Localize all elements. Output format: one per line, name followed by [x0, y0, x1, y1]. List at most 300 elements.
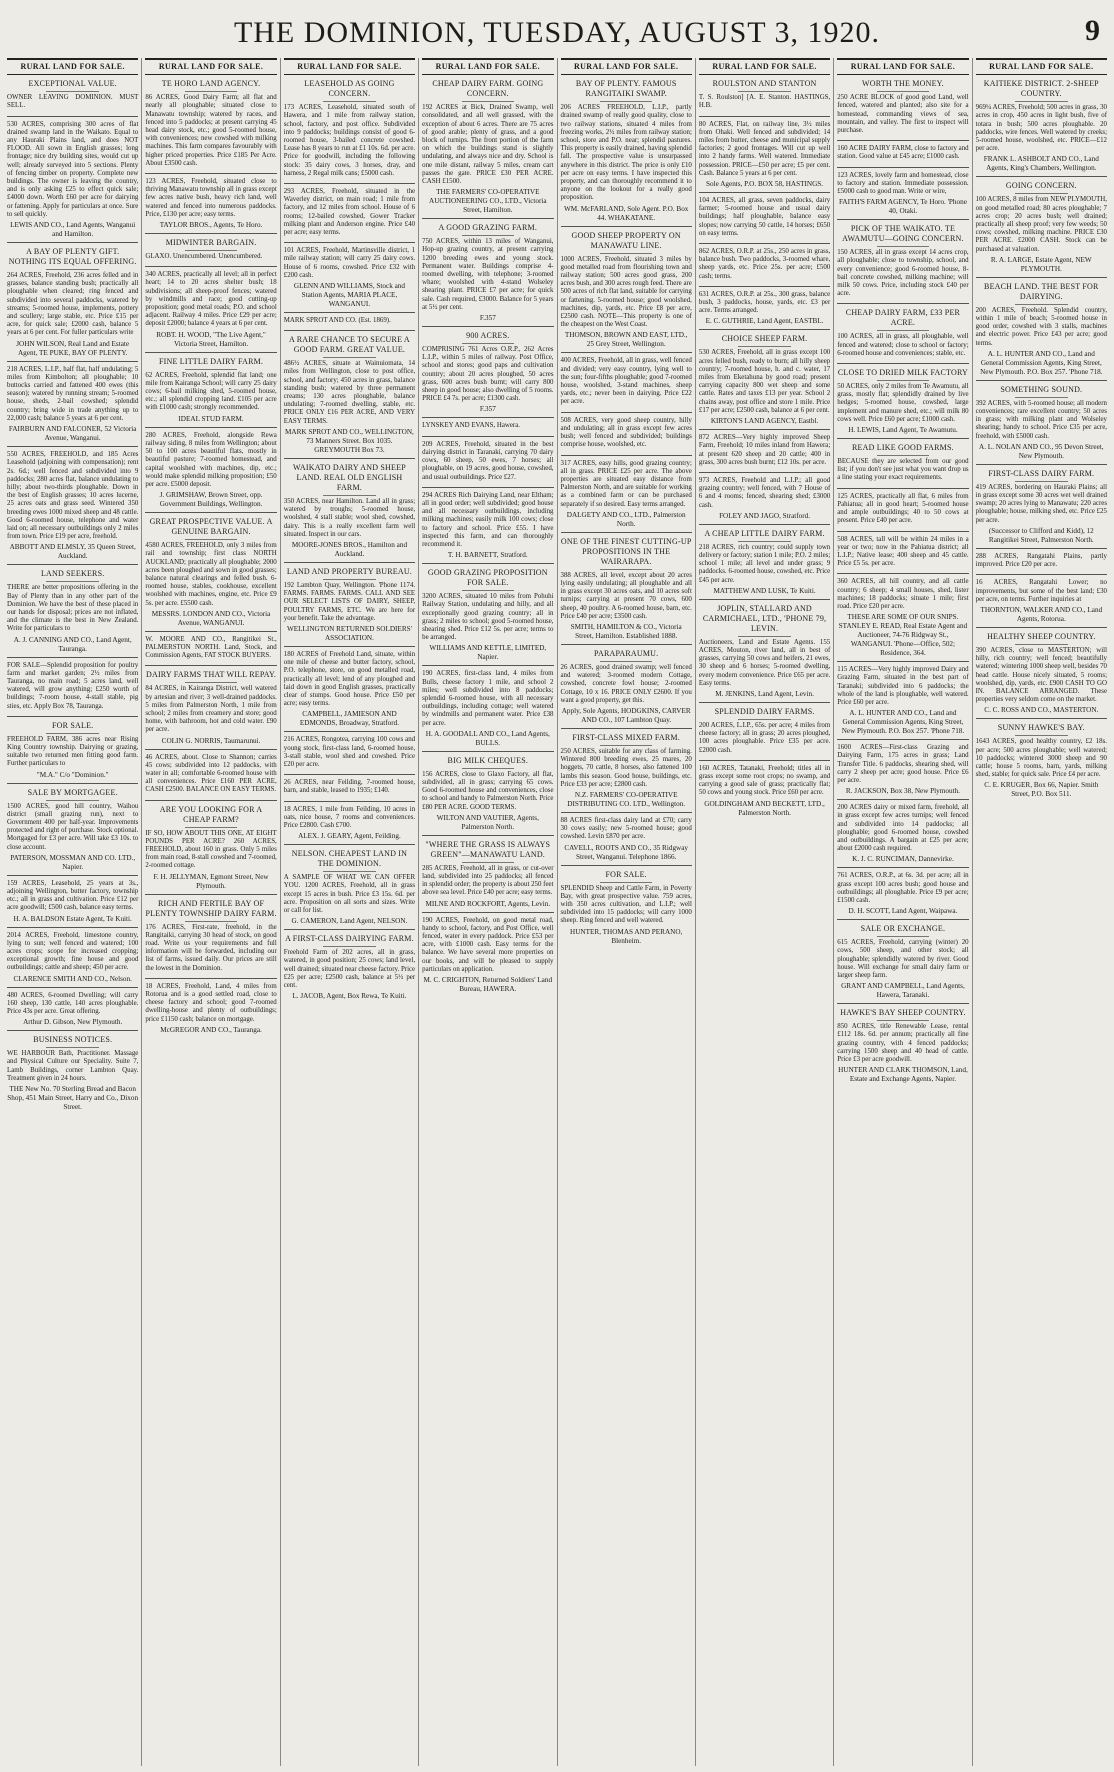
ad-divider	[877, 1020, 930, 1021]
ad-signature: THE FARMERS' CO-OPERATIVE AUCTIONEERING CO., LTD., Victoria Street, Hamilton.	[429, 188, 547, 215]
classified-ad	[837, 924, 968, 1004]
ad-body: 340 ACRES, practically all level; all in perfect heart; 14 to 20 acres shelter bush; 18 subdivisions; all sheep-proof fences; watered by windmills and race; good cutting-up proposition; good metal roads; P.O. and school adjacent. Railway 4 miles. Price £29 per acre; deposit £2000; balance 4 years at 6 per cent.	[145, 271, 277, 328]
ad-heading: FIRST-CLASS DAIRY FARM.	[988, 468, 1095, 478]
ad-divider	[600, 661, 653, 662]
ad-divider	[46, 91, 99, 92]
ad-body: 18 ACRES, 1 mile from Feilding, 10 acres in oats, nice house, 7 rooms and conveniences. Price £2800. Cash £700.	[283, 805, 416, 829]
ad-body: 88 ACRES first-class dairy land at £70; carry 30 cows easily; new 5-roomed house; good cowshed. Levin £870 per acre.	[560, 816, 692, 841]
classified-ad	[7, 1035, 138, 1115]
classified-ad	[145, 517, 276, 632]
classified-ad	[422, 670, 553, 751]
classified-ad	[699, 121, 830, 193]
ad-signature: GRANT AND CAMPBELL, Land Agents, Hawera, Taranaki.	[841, 982, 965, 1000]
classified-ad	[561, 231, 692, 354]
classified-ad	[7, 79, 138, 116]
ad-heading: ROULSTON AND STANTON	[712, 79, 817, 89]
classified-ad	[699, 477, 830, 525]
ad-divider	[185, 539, 238, 540]
column-heading: RURAL LAND FOR SALE.	[7, 58, 138, 75]
classified-ad	[7, 932, 138, 988]
ad-signature: F.357	[479, 405, 496, 414]
ad-body: 530 ACRES, Freehold, all in grass except 100 acres felled bush, ready to burn; all hilly sheep country; 7-roomed house, h. and c. water, 17 miles from Eketahuna by good road; present carrying capacity 800 wet sheep and some cattle. Rates and taxes £13 per year. School 2 chains away, post office and store 1 mile. Price £17 per acre; £2500 cash, balance at 6 per cent.	[698, 349, 831, 414]
ad-divider	[462, 101, 515, 102]
ad-body: 150 ACRES, all in grass except 14 acres crop, all ploughable; close to township, school, and every convenience; good 6-roomed house, 8-bail concrete cowshed, milking machine; will milk 50 cows. Price, including stock £40 per acre.	[837, 249, 969, 298]
classified-ad	[976, 282, 1107, 381]
classified-ad	[837, 804, 968, 868]
ad-heading: MIDWINTER BARGAIN.	[165, 238, 257, 248]
ad-divider	[185, 91, 238, 92]
ad-divider	[738, 541, 791, 542]
ad-signature: Sole Agents, P.O. BOX 58, HASTINGS.	[706, 180, 824, 189]
ad-heading: ARE YOU LOOKING FOR A CHEAP FARM?	[159, 804, 263, 824]
column-heading: RURAL LAND FOR SALE.	[284, 58, 415, 75]
classified-ad	[976, 181, 1107, 277]
classified-ad	[284, 317, 415, 331]
ad-signature: WILLIAMS AND KETTLE, LIMITED, Napier.	[429, 644, 547, 662]
ad-body: 173 ACRES, Leasehold, situated south of Hawera, and 1 mile from railway station, school, factory, and post office. Subdivided into 9 paddocks; buildings consist of good 6-roomed house, 3-bailed concrete cowshed. Lease has 8 years to run at £1 10s. 6d. per acre. Price for goodwill, including the following stock: 35 dairy cows, 3 horses, dray, and harness, 2 Regal milk cans; £5000 cash.	[283, 104, 416, 177]
ad-body: 209 ACRES, Freehold, situated in the best dairying district in Taranaki, carrying 70 dairy cows, 60 sheep, 50 ewes, 7 horses; all ploughable, on 19 acres, good house, cowshed, and usual outbuildings. Price £27.	[422, 440, 554, 481]
ad-divider	[462, 235, 515, 236]
ad-heading: BAY OF PLENTY. FAMOUS RANGITAIKI SWAMP.	[575, 79, 677, 99]
ad-heading: FOR SALE.	[605, 869, 647, 879]
ad-heading: BIG MILK CHEQUES.	[447, 755, 529, 765]
ad-heading: TE HORO LAND AGENCY.	[161, 79, 261, 89]
ad-signature: T. H. BARNETT, Stratford.	[447, 551, 528, 560]
ad-signature: A. L. NOLAN AND CO., 95 Devon Street, New Plymouth.	[979, 442, 1104, 460]
column-7	[833, 58, 971, 1766]
ad-body: 101 ACRES, Freehold, Martinsville district, 1 mile railway station; will carry 25 dairy cows. House of 6 rooms, cowshed. Price £32 with £200 cash.	[283, 247, 416, 279]
ad-body: 80 ACRES, Flat, on railway line, 3½ miles from Ohaki. Well fenced and subdivided; 14 miles from butter, cheese and municipal supply factories; 2 good frontages. Will cut up well into 2 handy farms. Well watered. Immediate possession. PRICE—£50 per acre; £5 per cent. Cash. Balance 5 years at 6 per cent.	[698, 120, 831, 177]
ad-body: GLAXO. Unencumbered. Unencumbered.	[145, 253, 263, 261]
ad-signature: THE New No. 70 Sterling Bread and Bacon Shop, 451 Main Street, Harry and Co., Dixon Street.	[7, 1085, 139, 1112]
ad-body: THERE are better propositions offering in the Bay of Plenty than in any other part of the Dominion. We have the best of these placed in our hands for disposal; prices are not inflated, and the climate is the best in New Zealand. Write for particulars to	[7, 584, 139, 633]
ad-body: 530 ACRES, comprising 300 acres of flat drained swamp land in the Waikato. Equal to any Hauraki Plains land, and does NOT FLOOD. All sown in English grasses; long frontage; nice dry building sites, would cut up well; already surveyed into 5 sections. Plenty of fencing timber on property. Complete new buildings. The owner is leaving the country, and is only asking £25 to effect quick sale; £4000 down. Worth £60 per acre for dairying or fattening. Apply for particulars at once. Sure to sell quickly.	[7, 120, 139, 218]
classified-ad	[699, 197, 830, 244]
ad-signature: WELLINGTON RETURNED SOLDIERS' ASSOCIATION.	[286, 624, 412, 642]
classified-ad	[7, 880, 138, 928]
ad-body: A SAMPLE OF WHAT WE CAN OFFER YOU. 1200 ACRES, Freehold, all in grass except 15 acres in bush. Price £3 15s. 6d. per acre. Proposition on all sorts and sizes. Write or call for list.	[283, 874, 416, 914]
ad-signature: R. JACKSON, Box 38, New Plymouth.	[845, 787, 960, 796]
ad-body: 180 ACRES of Freehold Land, situate, within one mile of cheese and butter factory, school, P.O. telephone, store, on good metalled road, practically all level; lend of any ploughed and laid down in good English grasses, practically clear of stumps. Good house. Price £50 per acre; easy terms.	[283, 650, 416, 708]
classified-ad	[284, 849, 415, 930]
ad-body: 508 ACRES, very good sheep country, hilly and undulating; all in grass except few acres bush; well fenced and subdivided; buildings comprise house, woolshed, etc.	[560, 416, 692, 449]
ad-heading: HAWKE'S BAY SHEEP COUNTRY.	[840, 1008, 966, 1018]
ad-body: 390 ACRES, close to MASTERTON; will hilly, rich country; well fenced; beautifully watered; wintering 1000 sheep well, besides 70 head cattle. House nicely situated, 5 rooms; woolshed, dip, yards, etc. £900 CASH TO GO IN. BALANCE ARRANGED. These properties very seldom come on the market.	[975, 646, 1107, 704]
ad-heading: A RARE CHANCE TO SECURE A GOOD FARM. GREAT VALUE.	[288, 335, 410, 355]
ad-heading: SUNNY HAWKE'S BAY.	[997, 723, 1085, 733]
ad-heading: LEASEHOLD AS GOING CONCERN.	[304, 79, 395, 99]
ad-signature: KIRTON'S LAND AGENCY, Eastbl.	[710, 417, 819, 426]
ad-heading: NELSON. CHEAPEST LAND IN THE DOMINION.	[291, 849, 408, 869]
column-8	[972, 58, 1110, 1766]
ad-divider	[185, 250, 238, 251]
ad-divider	[738, 91, 791, 92]
classified-ad	[145, 357, 276, 428]
classified-ad	[699, 604, 830, 703]
ad-divider	[46, 581, 99, 582]
ad-signature: IDEAL STUD FARM.	[178, 414, 244, 423]
ad-signature: SMITH, HAMILTON & CO., Victoria Street, Hamilton. Established 1888.	[570, 622, 682, 640]
ad-heading: GOING CONCERN.	[1005, 181, 1077, 191]
ad-heading: PICK OF THE WAIKATO. TE AWAMUTU—GOING CONCERN.	[842, 224, 964, 244]
classified-ad	[837, 1008, 968, 1087]
ad-divider	[600, 745, 653, 746]
ad-heading: A FIRST-CLASS DAIRYING FARM.	[285, 934, 414, 944]
ad-body: 761 ACRES, O.R.P., at 6s. 3d. per acre; all in grass except 100 acres bush; good house and outbuildings; all ploughable. Price £9 per acre; £1500 cash.	[837, 872, 969, 904]
ad-body: 850 ACRES, title Renewable Lease, rental £112 18s. 6d. per annum; practically all fine grazing country, with 4 fenced paddocks; carrying 1500 sheep and 40 head of cattle. Price £3 per acre goodwill.	[837, 1023, 969, 1064]
ad-divider	[877, 91, 930, 92]
ad-body: 360 ACRES, all hill country, and all cattle country; 6 sheep; 4 small houses, shed, lister machines; 18 paddocks; situate 1 mile; first road. Price £20 per acre.	[837, 578, 969, 610]
ad-signature: LEWIS AND CO., Land Agents, Wanganui and Hamilton.	[10, 221, 136, 239]
ad-heading: FIRST-CLASS MIXED FARM.	[572, 732, 680, 742]
ad-body: 486½ ACRES, situate at Wainuiomata, 14 miles from Wellington, close to post office, school, and factory; 450 acres in grass, balance standing bush; watered by three permanent creams; 130 acres ploughable, balance undulating; 7-roomed dwelling, stable, etc. PRICE ONLY £16 PER ACRE, AND VERY EASY TERMS.	[283, 360, 416, 425]
classified-ad	[145, 178, 276, 234]
ad-signature: McGREGOR AND CO., Tauranga.	[160, 1025, 262, 1034]
classified-ad	[284, 806, 415, 846]
ad-signature: L. JACOB, Agent, Box Rewa, Te Kuiti.	[292, 992, 407, 1001]
ad-heading: BUSINESS NOTICES.	[33, 1035, 113, 1045]
classified-ad	[145, 238, 276, 267]
columns-container	[4, 58, 1110, 1766]
ad-body: 159 ACRES, Leasehold, 25 years at 3s., adjoining Wellington, butter factory, township etc.; all in grass and cultivation. Price £12 per acre goodwill; £500 cash, balance easy terms.	[7, 879, 139, 912]
ad-signature: HUNTER AND CLARK THOMSON, Land, Estate and Exchange Agents, Napier.	[838, 1066, 968, 1084]
ad-body: 218 ACRES, L.I.P., half flat, half undulating; 5 miles from Kimbolton; all ploughable; 10 buttocks carried and fattened 400 ewes (this season); watered by running stream; 5-roomed house, sheds, 2-bail cowshed; splendid country; bring wide in trade anything up to 22,000 cash; balance 5 years at 6 per cent.	[7, 365, 139, 422]
ad-divider	[877, 330, 930, 331]
ad-body: 480 ACRES, 6-roomed Dwelling; will carry 160 sheep, 130 cattle, 140 acres ploughable. Price 43s per acre. Great offering.	[7, 991, 139, 1016]
ad-signature: WILTON AND VAUTIER, Agents, Palmerston North.	[436, 813, 539, 831]
ad-signature: THESE ARE SOME OF OUR SNIPS. STANLEY E. READ, Real Estate Agent and Auctioneer, 74-76 Ridgway St., WANGANUI. 'Phone—Office, 502; Residence, 364.	[838, 613, 968, 658]
classified-ad	[837, 536, 968, 575]
ad-body: 508 ACRES, tall will be within 24 miles in a year or two; now in the Pahiatua district; all L.I.P.; Native lease; 400 sheep and 45 cattle. Price £5 5s. per acre.	[837, 535, 969, 568]
ad-signature: F.357	[479, 314, 496, 323]
ad-body: 200 ACRES dairy or mixed farm, freehold, all in grass except few acres turnips; well fenced and subdivided into 14 paddocks; all ploughable; good 6-roomed house, cowshed and outbuildings. A bargain at £25 per acre; about £2000 cash required.	[837, 804, 969, 853]
ad-heading: DAIRY FARMS THAT WILL REPAY.	[145, 670, 277, 680]
ad-divider	[46, 800, 99, 801]
ad-divider	[738, 346, 791, 347]
ad-divider	[877, 455, 930, 456]
classified-ad	[284, 79, 415, 184]
ad-body: 218 ACRES, rich country; could supply town delivery or factory; station 1 mile; P.O. 2 miles; school 1 mile; all level and under grass; 9 paddocks. 6-roomed house, cowshed, etc. Price £45 per acre.	[698, 543, 831, 584]
column-heading: RURAL LAND FOR SALE.	[145, 58, 276, 75]
ad-signature: A. J. CANNING AND CO., Land Agent, Tauranga.	[13, 635, 132, 653]
ad-signature: FAITH'S FARM AGENCY, Te Horo. 'Phone 40, Otaki.	[838, 198, 967, 216]
ad-body: 200 ACRES, L.I.P., 65s. per acre; 4 miles from cheese factory; all in grass; 20 acres ploughed, 100 acres ploughable. Price £35 per acre. £2000 cash.	[698, 721, 831, 754]
ad-body: 100 ACRES, 8 miles from NEW PLYMOUTH, on good metalled road; 80 acres ploughable; 7 acres crop; 20 acres bush; well drained; practically all sheep proof; very few weeds; 50 cows; cowshed, milking machine. PRICE £30 PER ACRE. £2000 CASH. Stock can be purchased at valuation.	[975, 196, 1107, 253]
ad-signature: F. H. JELLYMAN, Egmont Street, New Plymouth.	[153, 872, 269, 890]
ad-signature: J. GRIMSHAW, Brown Street, opp. Government Buildings, Wellington.	[159, 491, 263, 509]
classified-ad	[284, 567, 415, 647]
classified-ad	[422, 79, 553, 219]
ad-signature: MATTHEW AND LUSK, Te Kuiti.	[713, 586, 816, 595]
ad-body: 2014 ACRES, Freehold, limestone country, lying to sun; well fenced and watered; 100 acres crops; scope for increased cropping; exceptional growth; fine house and good outbuildings; cattle and sheep; 450 per acre.	[7, 931, 139, 972]
ad-heading: FINE LITTLE DAIRY FARM.	[158, 356, 264, 366]
classified-ad	[7, 721, 138, 784]
ad-body: Freehold Farm of 202 acres, all in grass, watered, in good position; 25 cows; land level, well drained; situated near cheese factory. Price £25 per acre; £2500 cash, balance at 5½ per cent.	[283, 949, 416, 989]
ad-divider	[1015, 644, 1068, 645]
ad-heading: CHEAP DAIRY FARM, £33 PER ACRE.	[845, 308, 961, 328]
classified-ad	[422, 441, 553, 488]
ad-body: 125 ACRES, practically all flat, 6 miles from Pahiatua; all in good heart; 5-roomed house and ample outbuildings; 40 to 50 cows at present. Price £40 per acre.	[837, 492, 969, 525]
classified-ad	[699, 291, 830, 331]
ad-body: 392 ACRES, with 5-roomed house; all modern conveniences; rare excellent country; 50 acres in grass; with milking plant and Wolseley shearing; handy to school. Price £35 per acre, freehold, with £5000 cash.	[975, 399, 1107, 440]
classified-ad	[976, 79, 1107, 177]
ad-body: 419 ACRES, bordering on Hauraki Plains; all in grass except some 30 acres wet well drained swamp; 20 acres lying to Manawatu; 220 acres ploughable; house, milking shed, etc. Price £25 per acre.	[975, 483, 1107, 524]
ad-heading: WORTH THE MONEY.	[862, 79, 944, 89]
ad-heading: "WHERE THE GRASS IS ALWAYS GREEN"—MANAWATU LAND.	[425, 839, 551, 859]
ad-body: 18 ACRES, Freehold, Land, 4 miles from Rotorua and is a good settled road, close to cheese factory and school; good 7-roomed dwelling-house and plenty of outbuildings; price £1150 cash; balance on mortgage.	[145, 982, 277, 1023]
classified-ad	[561, 870, 692, 949]
ad-divider	[1015, 481, 1068, 482]
column-1	[4, 58, 141, 1766]
classified-ad	[837, 368, 968, 439]
ad-body: 190 ACRES, Freehold, on good metal road, handy to school, factory, and Post Office, well fenced, water in every paddock. Price £53 per acre, with £1000 cash. Easy terms for the balance. We have several more properties on our books, and will be pleased to supply particulars on application.	[422, 916, 554, 973]
ad-body: 4580 ACRES, FREEHOLD, only 3 miles from rail and township; first class NORTH AUCKLAND; practically all ploughable; 2000 acres been ploughed and sown in good grasses; balance natural clearings and felled bush. 6-roomed house, stables, cookhouse, excellent woolshed with machines, engine, etc. Price £9 5s. per acre. £5500 cash.	[145, 542, 277, 607]
ad-body: 1643 ACRES, good healthy country, £2 18s. per acre; 500 acres ploughable; well watered; 10 paddocks; wintered 3000 sheep and 90 cattle; house 5 rooms, barn, yards, milking shed, stable; for quick sale. Price £4 per acre.	[975, 738, 1107, 779]
classified-ad	[837, 443, 968, 489]
ad-body: COMPRISING 761 Acres O.R.P., 262 Acres L.I.P., within 5 miles of railway. Post Office, school and stores; good paps and cultivation country; about 20 acres ploughed, 50 acres grass, 600 acres bush burnt; will carry 800 sheep in good house; also dwelling of 5 rooms. PRICE £4 7s. per acre; £1300 cash.	[422, 346, 554, 403]
ad-divider	[323, 495, 376, 496]
ad-divider	[46, 1047, 99, 1048]
ad-body: 1600 ACRES—First-class Grazing and Dairying Farm, 175 acres in grass; Land Transfer Title. 6 paddocks, shearing shed, will carry 2 sheep per acre; good house. Price £6 per acre.	[837, 744, 969, 784]
ad-divider	[323, 946, 376, 947]
ad-signature: ROBT. H. WOOD, "The Live Agent," Victoria Street, Hamilton.	[156, 330, 266, 348]
column-heading: RURAL LAND FOR SALE.	[422, 58, 553, 75]
classified-ad	[561, 460, 692, 533]
page-number: 9	[1085, 14, 1100, 47]
ad-signature: HUNTER, THOMAS AND PERANO, Blenheim.	[570, 927, 683, 945]
classified-ad	[422, 492, 553, 564]
ad-divider	[877, 246, 930, 247]
ad-signature: THORNTON, WALKER AND CO., Land Agents, Rotorua.	[980, 605, 1103, 623]
classified-ad	[561, 733, 692, 813]
ad-body: 86 ACRES, Good Dairy Farm; all flat and nearly all ploughable; situated close to Manawatu township; watered by races, and fenced into 5 paddocks; at present carrying 45 head dairy stock, etc.; good 5-roomed house, with conveniences; new cowshed with milking machines. This farm compares favourably with higher priced properties. Price £185 Per Acre. About £3500 cash.	[145, 94, 277, 167]
ad-signature: MILNE AND ROCKFORT, Agents, Levin.	[425, 899, 551, 908]
ad-signature: FAIRBURN AND FALCONER, 52 Victoria Avenue, Wanganui.	[8, 425, 137, 443]
ad-body: 192 ACRES at Bick, Drained Swamp, well consolidated, and all well grassed, with the exception of about 6 acres. There are 75 acres of good arable; plenty of grass, and a good block of turnips. The front portion of the farm on which the buildings stand is slightly undulating, and always nice and dry. School is one mile distant, railway 5 miles, cream cart passes the gate. PRICE £30 PER ACRE. CASH £1500.	[422, 104, 554, 186]
classified-ad	[7, 247, 138, 362]
classified-ad	[284, 736, 415, 775]
ad-body: 3200 ACRES, situated 10 miles from Pohuhi Railway Station, undulating and hilly, and all exceptionally good grazing country; all in grass; 2 miles to school; good 5-roomed house, shearing shed. Price £12 5s. per acre; terms to be arranged.	[422, 593, 554, 642]
ad-divider	[600, 882, 653, 883]
column-heading: RURAL LAND FOR SALE.	[699, 58, 830, 75]
ad-heading: FOR SALE.	[52, 720, 94, 730]
ad-body: 294 ACRES Rich Dairying Land, near Eltham; all in good order; well subdivided; good house and all necessary outbuildings, including milking machines; easily milk 100 cows; close to factory and school. Price £55. I have inspected this farm, and can thoroughly recommend it.	[422, 491, 554, 548]
classified-ad	[7, 788, 138, 876]
classified-ad	[284, 779, 415, 801]
ad-signature: DALGETY AND CO., LTD., Palmerston North.	[566, 510, 686, 528]
ad-heading: LAND SEEKERS.	[40, 569, 105, 579]
column-2	[141, 58, 279, 1766]
ad-divider	[462, 768, 515, 769]
ad-divider	[1015, 735, 1068, 736]
classified-ad	[837, 744, 968, 800]
ad-divider	[1015, 304, 1068, 305]
ad-signature: CAMPBELL, JAMIESON AND EDMONDS, Broadway, Stratford.	[299, 710, 400, 728]
ad-signature: MARK SPROT AND CO., WELLINGTON, 73 Manners Street. Box 1035. GREYMOUTH Box 73.	[285, 427, 414, 454]
ad-heading: JOPLIN, STALLARD AND CARMICHAEL, LTD., 'PHONE 79, LEVIN.	[702, 603, 827, 633]
ad-heading: GOOD SHEEP PROPERTY ON MANAWATU LINE.	[571, 230, 681, 250]
ad-divider	[877, 380, 930, 381]
classified-ad	[7, 121, 138, 243]
ad-body: 550 ACRES, FREEHOLD, and 185 Acres Leasehold (adjoining with compensation); rent 2s. 6d.; well fenced and subdivided into 9 paddocks; 280 acres flat, balance undulating to hilly; about two-thirds ploughable. Down in the best of English grasses; 10 acres lucerne, 25 acres oats and grass seed. Wintered 350 breeding ewes 1000 mixed sheep and 48 cattle. Good 6-roomed house, telephone and water laid on; all necessary outbuildings only 2 miles from town. Price £19 per acre, freehold.	[7, 451, 139, 541]
ad-body: 615 ACRES, Freehold, carrying (winter) 20 cows, 500 sheep, and other stock; all ploughable; splendidly watered by river. Good house. Will exchange for small dairy farm or larger sheep farm.	[837, 939, 969, 979]
ad-signature: CAVELL, ROOTS AND CO., 35 Ridgway Street, Wanganui. Telephone 1866.	[564, 843, 689, 861]
ad-body: 16 ACRES, Rangatahi Lower; no improvements, but some of the best land; £30 per acre, on terms. Further inquiries at	[975, 579, 1107, 603]
classified-ad	[561, 79, 692, 226]
classified-ad	[561, 537, 692, 645]
ad-divider	[185, 921, 238, 922]
classified-ad	[699, 529, 830, 600]
column-3	[280, 58, 418, 1766]
classified-ad	[7, 569, 138, 657]
ad-body: 264 ACRES, Freehold, 236 acres felled and in grasses, balance standing bush; practically all ploughable when cleared; ring fenced and subdivided into several paddocks, watered by streams; 5-roomed house, implements, pottery and scullery; large stable, etc. Price £15 per acre, for quick sale; £2000 cash, balance 5 years at 6 per cent. For fuller particulars write	[7, 272, 139, 337]
ad-body: 176 ACRES, First-rate, freehold, in the Rangitaiki, carrying 30 head of stock, on good road. Write us your requirements and full information will be forwarded, including our list of farms, issued daily. Our prices are still the lowest in the Dominion.	[145, 923, 277, 972]
ad-signature: ALEX. J. GEARY, Agent, Feilding.	[298, 832, 401, 841]
ad-signature: D. H. SCOTT, Land Agent, Waipawa.	[848, 907, 958, 916]
ad-body: 192 Lambton Quay, Wellington. 'Phone 1174. FARMS. FARMS. FARMS. CALL AND SEE OUR SELECT LISTS OF DAIRY, SHEEP, POULTRY FARMS, ETC. We are here for your benefit. Take the advantage.	[283, 581, 416, 622]
ad-body: 280 ACRES, Freehold, alongside Rewa railway siding, 8 miles from Wellington; about 50 to 100 acres beautiful flats, mostly in beautiful pasture; 7-roomed homestead, and capital woolshed with machines, dip, etc.; would make splendid milking proposition; £50 per acre. £5000 deposit.	[145, 431, 277, 488]
ad-divider	[462, 590, 515, 591]
ad-divider	[738, 719, 791, 720]
ad-signature: MOORE-JONES BROS., Hamilton and Auckland.	[291, 540, 408, 558]
classified-ad	[976, 723, 1107, 802]
ad-body: 216 ACRES, Rongotea, carrying 100 cows and young stock, first-class land, 6-roomed house, 3-stall stable, wool shed and cowshed. Price £20 per acre.	[283, 736, 416, 768]
masthead-title: THE DOMINION, TUESDAY, AUGUST 3, 1920.	[233, 16, 881, 49]
column-heading: RURAL LAND FOR SALE.	[837, 58, 968, 75]
classified-ad	[837, 172, 968, 221]
ad-divider	[185, 369, 238, 370]
ad-divider	[323, 871, 376, 872]
classified-ad	[7, 662, 138, 717]
ad-heading: HEALTHY SHEEP COUNTRY.	[987, 631, 1096, 641]
classified-ad	[284, 188, 415, 243]
ad-heading: SALE BY MORTGAGEE.	[27, 787, 118, 797]
ad-divider	[462, 343, 515, 344]
ad-heading: WAIKATO DAIRY AND SHEEP LAND. REAL OLD ENGLISH FARM.	[293, 462, 406, 492]
ad-signature: E. C. GUTHRIE, Land Agent, EASTBL.	[705, 317, 824, 326]
ad-signature: Apply, Sole Agents, HODGKINS, CARVER AND CO., 107 Lambton Quay.	[561, 706, 691, 724]
ad-signature: COLIN G. NORRIS, Taumarunui.	[161, 736, 261, 745]
ad-body: 104 ACRES, all grass, seven paddocks, dairy farmer; 5-roomed house and usual dairy buildings; half ploughable, balance easy slopes; now carrying 50 cattle, 14 horses; £650 on easy terms.	[698, 197, 831, 237]
ad-body: 293 ACRES, Freehold, situated in the Waverley district, on main road; 1 mile from factory, and 12 miles from school. House of 6 rooms; 12-bailed cowshed, Gower Tracker milking plant and Anderson engine. Price £40 per acre; easy terms.	[283, 188, 416, 237]
ad-signature: FOLEY AND JAGO, Stratford.	[719, 511, 811, 520]
masthead	[0, 0, 1114, 58]
classified-ad	[561, 817, 692, 866]
ad-body: 1500 ACRES, good hill country, Waihou district (small grazing run), next to Government 400 per half-year. Improvements protected and right of purchase. Stock optional. Mortgaged for £3 per acre. Will take £3 10s. to close account.	[7, 802, 139, 851]
ad-heading: SPLENDID DAIRY FARMS.	[714, 706, 815, 716]
classified-ad	[145, 432, 276, 513]
classified-ad	[699, 765, 830, 821]
classified-ad	[837, 493, 968, 532]
ad-body: T. S. Roulston] [A. E. Stanton. HASTINGS, H.B.	[698, 94, 831, 110]
classified-ad	[422, 840, 553, 913]
ad-signature: GLENN AND WILLIAMS, Stock and Station Agents, MARIA PLACE, WANGANUI.	[293, 282, 405, 309]
column-6	[695, 58, 833, 1766]
ad-divider	[323, 357, 376, 358]
ad-body: 288 ACRES, Rangatahi Plains, partly improved. Price £20 per acre.	[975, 552, 1107, 569]
classified-ad	[699, 248, 830, 287]
ad-divider	[185, 827, 238, 828]
classified-ad	[837, 79, 968, 141]
classified-ad	[837, 872, 968, 920]
classified-ad	[422, 568, 553, 666]
ad-body: 160 ACRES, Tatanaki, Freehold; titles all in grass except some root crops; no swamp, and carrying a good sale of grass; practically flat; 50 cows and young stock. Price £60 per acre.	[698, 764, 831, 797]
ad-body: 100 ACRES, all in grass, all ploughable, well fenced and watered; close to school or factory; 6-roomed house and conveniences; stable, etc.	[837, 333, 969, 357]
classified-ad	[976, 469, 1107, 549]
ad-signature: M. C. CRIGHTON, Returned Soldiers' Land Bureau, HAWERA.	[423, 976, 553, 994]
ad-signature: "M.A." C/o "Dominion."	[36, 770, 109, 779]
ad-signature: CLARENCE SMITH AND CO., Nelson.	[13, 974, 132, 983]
classified-ad	[145, 899, 276, 979]
classified-ad	[561, 417, 692, 456]
ad-body: SPLENDID Sheep and Cattle Farm, in Poverty Bay, with great prospective value. 759 acres, with 350 acres cultivation, and L.I.P.; well subdivided into 15 paddocks; will carry 1000 sheep. Ring fenced and well watered.	[560, 884, 692, 925]
ad-heading: 900 ACRES.	[466, 331, 510, 341]
ad-heading: SOMETHING SOUND.	[1000, 384, 1083, 394]
ad-body: 400 ACRES, Freehold, all in grass, well fenced and divided; very easy country, lying well to the sun; four-fifths ploughable; good 7-roomed house, woolshed, 3-stand machines, sheep yards, etc.; never been in dairying. Price £22 per acre.	[560, 357, 692, 406]
ad-signature: ABBOTT AND ELMSLY, 35 Queen Street, Auckland.	[9, 543, 136, 561]
ad-body: MARK SPROT AND CO. (Est. 1869).	[283, 317, 391, 325]
ad-body: 84 ACRES, in Kairanga District, well watered by artesian and river; 3 well-drained paddocks. 5 miles from Palmerston North, 1 mile from school; 2 miles from creamery and store; good home, with bathroom, hot and cold water. £90 per acre.	[145, 685, 277, 734]
ad-heading: GOOD GRAZING PROPOSITION FOR SALE.	[427, 568, 548, 588]
ad-body: 388 ACRES, all level, except about 20 acres lying easily undulating; all ploughable and all in grass except 30 acres oats, and 10 acres soft turnips; carrying at present 70 cows, 600 sheep, 40 poultry. A 6-roomed house, barn, etc. Price £40 per acre; £3500 cash.	[560, 571, 692, 620]
ad-heading: CLOSE TO DRIED MILK FACTORY	[837, 368, 969, 378]
ad-heading: READ LIKE GOOD FARMS.	[852, 443, 954, 453]
column-heading: RURAL LAND FOR SALE.	[561, 58, 692, 75]
ad-body: 26 ACRES, near Feilding, 7-roomed house, barn, and stable, leased to 1935; £140.	[283, 779, 416, 795]
classified-ad	[837, 666, 968, 740]
ad-body: 62 ACRES, Freehold, splendid flat land; one mile from Kairanga School; will carry 25 dairy cows; 6-bail milking shed, 5-roomed house, etc.; all splendid cropping land. £105 per acre with £1000 cash; strongly recommended.	[145, 371, 277, 412]
ad-signature: N.Z. FARMERS' CO-OPERATIVE DISTRIBUTING CO. LTD., Wellington.	[567, 790, 686, 808]
ad-signature: THOMSON, BROWN AND EAST, LTD., 25 Grey Street, Wellington.	[564, 331, 688, 349]
ad-heading: EXCEPTIONAL VALUE.	[28, 79, 117, 89]
ad-body: OWNER LEAVING DOMINION. MUST SELL.	[7, 94, 139, 110]
ad-divider	[185, 682, 238, 683]
ad-divider	[738, 636, 791, 637]
classified-ad	[422, 223, 553, 327]
ad-divider	[1015, 193, 1068, 194]
ad-body: 160 ACRE DAIRY FARM, close to factory and station. Good value at £45 acre; £1000 cash.	[837, 145, 969, 161]
ad-heading: BEACH LAND. THE BEST FOR DAIRYING.	[984, 281, 1099, 301]
classified-ad	[145, 805, 276, 895]
ad-body: 285 ACRES, Freehold, all in grass, or cut-over land, subdivided into 25 paddocks; all fenced in splendid order; the property is about 250 feet above sea level. Price £40 per acre; easy terms.	[422, 864, 554, 897]
ad-signature: WM. McFARLAND, Sole Agent. P.O. Box 44. WHAKATANE.	[563, 204, 689, 222]
ad-body: LYNSKEY AND EVANS, Hawera.	[422, 422, 520, 430]
ad-body: 123 ACRES, lovely farm and homestead, close to factory and station. Immediate possession. £5000 cash to good man. Write or wire,	[837, 171, 969, 196]
ad-signature: PATERSON, MOSSMAN AND CO. LTD., Napier.	[10, 853, 136, 871]
column-heading: RURAL LAND FOR SALE.	[976, 58, 1107, 75]
ad-signature: MESSRS. LONDON AND CO., Victoria Avenue, WANGANUI.	[151, 609, 271, 627]
ad-heading: CHOICE SHEEP FARM.	[721, 334, 808, 344]
ad-signature: FRANK L. ASHBOLT AND CO., Land Agents, King's Chambers, Wellington.	[983, 155, 1099, 173]
classified-ad	[7, 992, 138, 1032]
ad-heading: LAND AND PROPERTY BUREAU.	[286, 566, 412, 576]
ad-body: 200 ACRES, Freehold. Splendid country, within 1 mile of beach; 5-roomed house in good order, cowshed with 3 stalls, machines and electric power. Price £43 per acre; good terms.	[975, 306, 1107, 347]
classified-ad	[422, 331, 553, 418]
classified-ad	[284, 335, 415, 459]
ad-body: 26 ACRES, good drained swamp; well fenced and watered; 3-roomed modern Cottage, cowshed, concrete fowl house; 2-roomed Cottage, 10 x 16. PRICE ONLY £2600. If you want a good property, get this.	[560, 663, 692, 704]
ad-heading: ONE OF THE FINEST CUTTING-UP PROPOSITIONS IN THE WAIRARAPA.	[560, 536, 692, 566]
ad-heading: SALE OR EXCHANGE.	[860, 924, 946, 934]
classified-ad	[976, 579, 1107, 628]
ad-body: 1000 ACRES, Freehold, situated 3 miles by good metalled road from flourishing town and railway station; 500 acres good grass, 200 acres bush, and 300 acres rough feed. There are 500 acres of rich flat land, suitable for carrying or fattening. 5-roomed house; good woolshed, machines, dip, yards, etc. Price £8 per acre, £2500 cash. NOTE—This property is one of the cheapest on the West Coast.	[560, 255, 692, 329]
classified-ad	[699, 707, 830, 761]
ad-heading: KAITIEKE DISTRICT. 2-SHEEP COUNTRY.	[983, 79, 1099, 99]
ad-body: W. MOORE AND CO., Rangitikei St., PALMERSTON NORTH. Land, Stock, and Commission Agents, FAT STOCK BUYERS.	[145, 635, 277, 660]
classified-ad	[422, 917, 553, 997]
classified-ad	[422, 422, 553, 436]
ad-heading: A CHEAP LITTLE DAIRY FARM.	[704, 528, 825, 538]
classified-ad	[837, 308, 968, 364]
